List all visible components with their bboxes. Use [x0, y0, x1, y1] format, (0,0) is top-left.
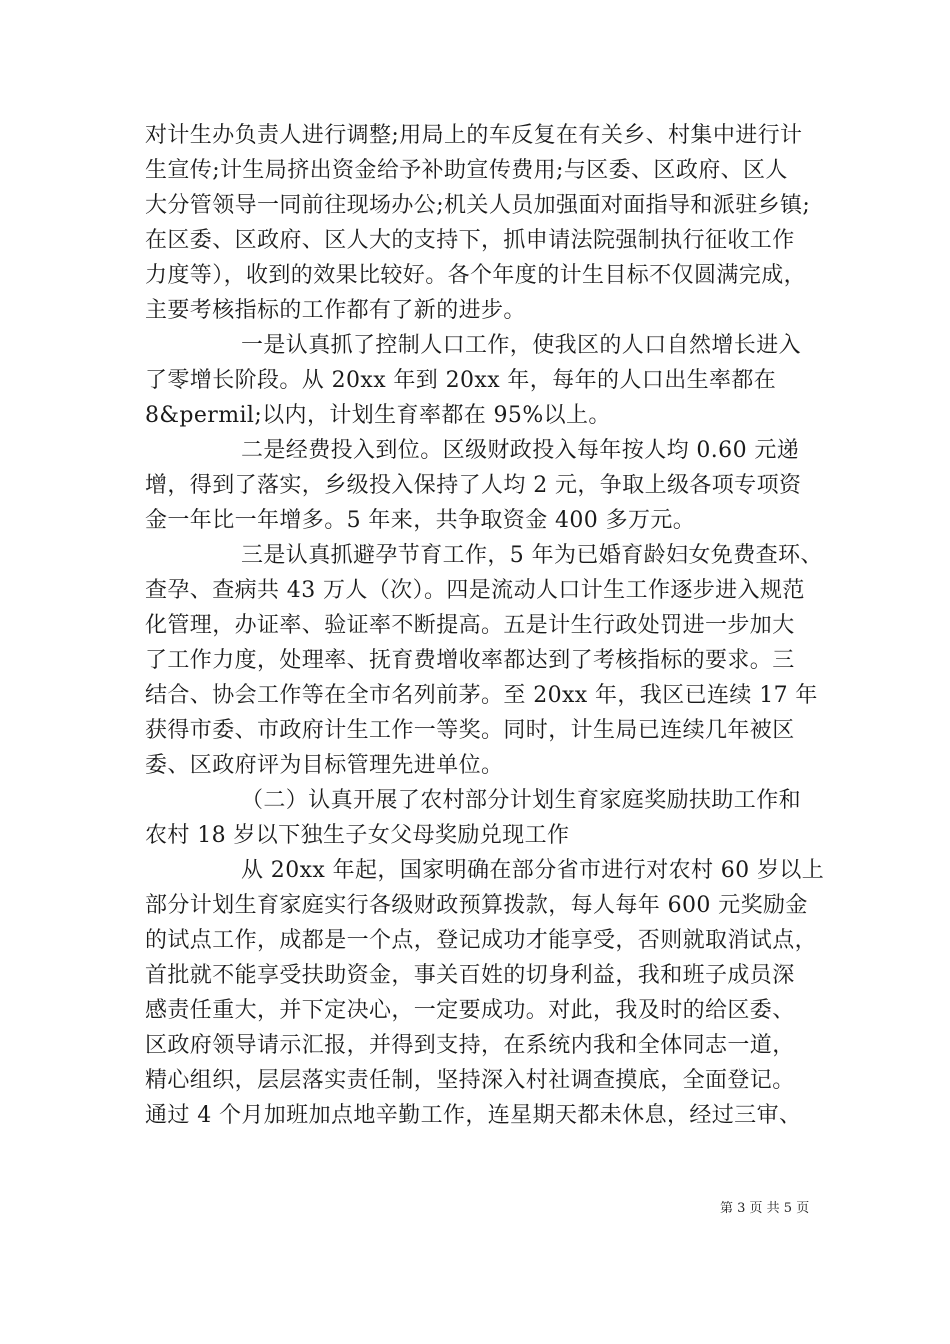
text-line: 查孕、查病共 43 万人（次）。四是流动人口计生工作逐步进入规范 — [145, 578, 805, 603]
text-line: 对计生办负责人进行调整;用局上的车反复在有关乡、村集中进行计 — [145, 123, 803, 148]
text-line: 精心组织，层层落实责任制，坚持深入村社调查摸底，全面登记。 — [145, 1068, 795, 1093]
text-line: 在区委、区政府、区人大的支持下，抓申请法院强制执行征收工作 — [145, 228, 795, 253]
text-line: 的试点工作，成都是一个点，登记成功才能享受，否则就取消试点， — [145, 928, 818, 953]
text-line: 从 20xx 年起，国家明确在部分省市进行对农村 60 岁以上 — [241, 858, 825, 883]
text-line: 大分管领导一同前往现场办公;机关人员加强面对面指导和派驻乡镇; — [145, 193, 811, 218]
text-line: 通过 4 个月加班加点地辛勤工作，连星期天都未休息，经过三审、 — [145, 1103, 802, 1128]
text-line: 农村 18 岁以下独生子女父母奖励兑现工作 — [145, 823, 570, 848]
text-line: 金一年比一年增多。5 年来，共争取资金 400 多万元。 — [145, 508, 696, 533]
text-line: 区政府领导请示汇报，并得到支持，在系统内我和全体同志一道， — [145, 1033, 795, 1058]
text-line: 8&permil;以内，计划生育率都在 95%以上。 — [145, 403, 611, 428]
text-line: 感责任重大，并下定决心，一定要成功。对此，我及时的给区委、 — [145, 998, 795, 1023]
text-line: （二）认真开展了农村部分计划生育家庭奖励扶助工作和 — [241, 788, 802, 813]
document-body — [145, 118, 825, 1133]
text-line: 了工作力度，处理率、抚育费增收率都达到了考核指标的要求。三 — [145, 648, 795, 673]
text-line: 部分计划生育家庭实行各级财政预算拨款，每人每年 600 元奖励金 — [145, 893, 808, 918]
text-line: 首批就不能享受扶助资金，事关百姓的切身利益，我和班子成员深 — [145, 963, 795, 988]
text-line: 获得市委、市政府计生工作一等奖。同时，计生局已连续几年被区 — [145, 718, 795, 743]
text-line: 结合、协会工作等在全市名列前茅。至 20xx 年，我区已连续 17 年 — [145, 683, 818, 708]
text-line: 力度等），收到的效果比较好。各个年度的计生目标不仅圆满完成， — [145, 263, 807, 288]
text-line: 三是认真抓避孕节育工作，5 年为已婚育龄妇女免费查环、 — [241, 543, 823, 568]
text-line: 增，得到了落实，乡级投入保持了人均 2 元，争取上级各项专项资 — [145, 473, 802, 498]
page-number-footer: 第 3 页 共 5 页 — [720, 1201, 810, 1216]
text-line: 主要考核指标的工作都有了新的进步。 — [145, 298, 526, 323]
text-line: 二是经费投入到位。区级财政投入每年按人均 0.60 元递 — [241, 438, 800, 463]
text-line: 了零增长阶段。从 20xx 年到 20xx 年，每年的人口出生率都在 — [145, 368, 777, 393]
text-line: 委、区政府评为目标管理先进单位。 — [145, 753, 504, 778]
text-line: 生宣传;计生局挤出资金给予补助宣传费用;与区委、区政府、区人 — [145, 158, 788, 183]
text-line: 化管理，办证率、验证率不断提高。五是计生行政处罚进一步加大 — [145, 613, 795, 638]
text-line: 一是认真抓了控制人口工作，使我区的人口自然增长进入 — [241, 333, 802, 358]
